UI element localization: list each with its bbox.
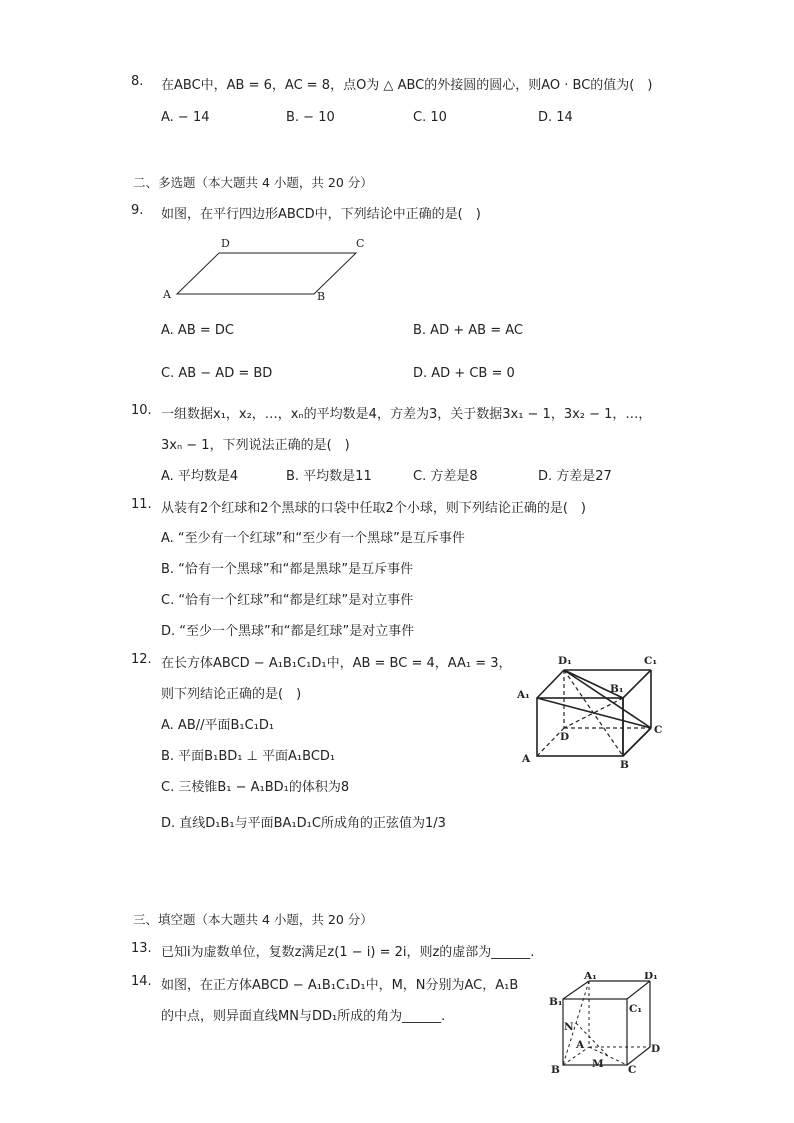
fig-label-c: C: [654, 724, 663, 736]
fig-label-d: D: [560, 731, 570, 743]
q12-option-c: C. 三棱锥B₁ − A₁BD₁的体积为8: [161, 780, 350, 795]
fig-label-a: A: [163, 288, 171, 301]
q9-option-b: B. AD + AB = AC: [413, 323, 523, 338]
q8-stem: 在ABC中，AB = 6，AC = 8，点O为 △ ABC的外接圆的圆心，则AO · BC的值为( ): [161, 78, 653, 93]
q9-stem: 如图，在平行四边形ABCD中，下列结论中正确的是( ): [161, 207, 481, 222]
q11-option-c: C. “恰有一个红球”和“都是红球”是对立事件: [161, 593, 414, 608]
q10-option-c: C. 方差是8: [413, 469, 478, 484]
q12-number: 12.: [131, 652, 152, 667]
fig-label-c1: C₁: [629, 1003, 642, 1015]
q12-stem-line2: 则下列结论正确的是( ): [161, 687, 302, 702]
q12-option-a: A. AB//平面B₁C₁D₁: [161, 718, 275, 733]
q10-stem-line2: 3xₙ − 1，下列说法正确的是( ): [161, 438, 350, 453]
fig-label-d1: D₁: [558, 655, 572, 667]
fig-label-n: N: [564, 1021, 574, 1033]
parallelogram-figure: [160, 232, 375, 304]
fig-label-d1: D₁: [644, 972, 658, 982]
fig-label-b1: B₁: [549, 996, 563, 1008]
q11-option-d: D. “至少一个黑球”和“都是红球”是对立事件: [161, 624, 415, 639]
q11-number: 11.: [131, 497, 152, 512]
section-title-fill-in: 三、填空题（本大题共 4 小题，共 20 分）: [133, 912, 373, 927]
q8-option-d: D. 14: [538, 110, 573, 125]
q12-option-b: B. 平面B₁BD₁ ⊥ 平面A₁BCD₁: [161, 749, 336, 764]
q13-number: 13.: [131, 941, 152, 956]
fig-label-b1: B₁: [610, 683, 624, 695]
q11-option-a: A. “至少有一个红球”和“至少有一个黑球”是互斥事件: [161, 531, 465, 546]
fig-label-b: B: [620, 759, 629, 770]
q9-number: 9.: [131, 203, 144, 218]
fig-label-d: D: [221, 237, 230, 250]
fig-label-a: A: [522, 753, 531, 765]
fig-label-d: D: [651, 1043, 661, 1055]
q10-number: 10.: [131, 403, 152, 418]
q10-option-a: A. 平均数是4: [161, 469, 239, 484]
q12-stem-line1: 在长方体ABCD − A₁B₁C₁D₁中，AB = BC = 4，AA₁ = 3，: [161, 656, 512, 671]
q11-stem: 从装有2个红球和2个黑球的口袋中任取2个小球，则下列结论正确的是( ): [161, 501, 586, 516]
q11-option-b: B. “恰有一个黑球”和“都是黑球”是互斥事件: [161, 562, 414, 577]
q8-option-b: B. − 10: [286, 110, 335, 125]
fig-label-b: B: [317, 290, 326, 303]
fig-label-a1: A₁: [584, 972, 597, 982]
cuboid-figure: [512, 650, 672, 770]
q8-option-a: A. − 14: [161, 110, 210, 125]
q9-option-c: C. AB − AD = BD: [161, 366, 273, 381]
fig-label-a: A: [576, 1039, 585, 1051]
q14-stem-line1: 如图，在正方体ABCD − A₁B₁C₁D₁中，M，N分别为AC，A₁B: [161, 978, 519, 993]
fig-label-b: B: [551, 1064, 560, 1076]
fig-label-m: M: [592, 1058, 604, 1070]
q9-option-a: A. AB = DC: [161, 323, 234, 338]
q9-option-d: D. AD + CB = 0: [413, 366, 515, 381]
q10-option-d: D. 方差是27: [538, 469, 612, 484]
q10-option-b: B. 平均数是11: [286, 469, 372, 484]
q13-stem: 已知i为虚数单位，复数z满足z(1 − i) = 2i，则z的虚部为______.: [161, 945, 535, 960]
fig-label-c1: C₁: [644, 655, 657, 667]
q14-stem-line2: 的中点，则异面直线MN与DD₁所成的角为______.: [161, 1009, 446, 1024]
fig-label-a1: A₁: [517, 689, 530, 701]
section-title-multiple-choice: 二、多选题（本大题共 4 小题，共 20 分）: [133, 175, 373, 190]
fig-label-c: C: [628, 1064, 637, 1076]
q14-number: 14.: [131, 974, 152, 989]
q12-option-d: D. 直线D₁B₁与平面BA₁D₁C所成角的正弦值为1/3: [161, 816, 446, 831]
cube-figure: [546, 972, 666, 1076]
q10-stem-line1: 一组数据x₁，x₂，…，xₙ的平均数是4，方差为3，关于数据3x₁ − 1，3x₂ − 1，…，: [161, 407, 652, 422]
q8-option-c: C. 10: [413, 110, 447, 125]
q8-number: 8.: [131, 74, 144, 89]
fig-label-c: C: [356, 237, 365, 250]
